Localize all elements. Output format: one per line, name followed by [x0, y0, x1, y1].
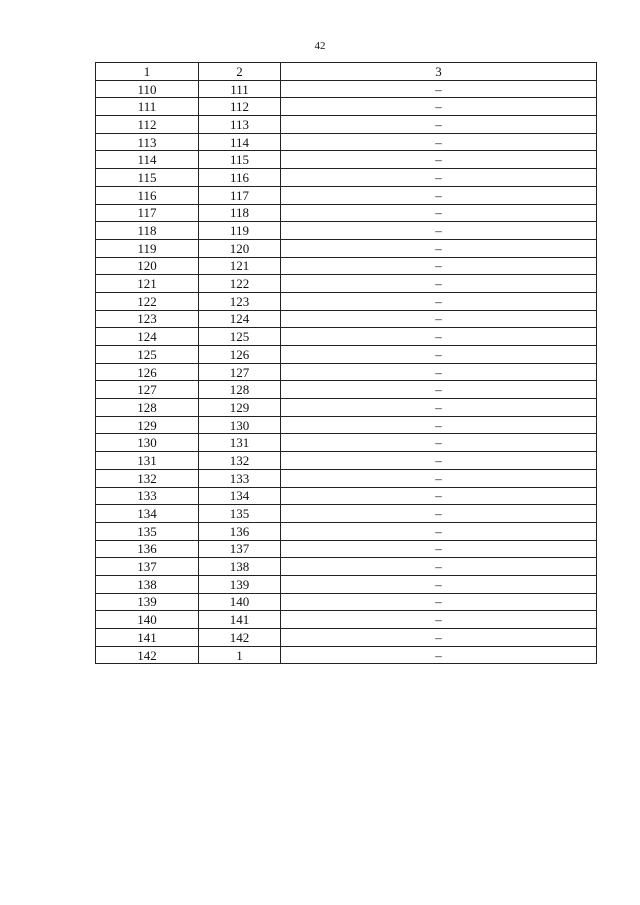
table-cell-col-2: 128	[199, 381, 281, 399]
table-row	[96, 487, 597, 505]
page-number: 42	[314, 40, 326, 52]
table-row	[96, 310, 597, 328]
table-cell-col-3: –	[281, 363, 597, 381]
table-cell-col-1: 138	[96, 575, 199, 593]
table-cell-col-1: 130	[96, 434, 199, 452]
table-row	[96, 434, 597, 452]
column-header-2: 2	[199, 63, 281, 81]
table-row	[96, 363, 597, 381]
table-row	[96, 275, 597, 293]
table-cell-col-2: 124	[199, 310, 281, 328]
table-row	[96, 98, 597, 116]
table-row	[96, 575, 597, 593]
table-cell-col-1: 123	[96, 310, 199, 328]
table-row	[96, 346, 597, 364]
table-cell-col-1: 110	[96, 80, 199, 98]
table-cell-col-1: 129	[96, 416, 199, 434]
table-cell-col-3: –	[281, 646, 597, 664]
table-cell-col-1: 111	[96, 98, 199, 116]
table-row	[96, 80, 597, 98]
table-cell-col-3: –	[281, 98, 597, 116]
table-row	[96, 540, 597, 558]
table-cell-col-1: 140	[96, 611, 199, 629]
table-cell-col-3: –	[281, 239, 597, 257]
table-row	[96, 399, 597, 417]
table-cell-col-1: 141	[96, 629, 199, 647]
table-cell-col-1: 119	[96, 239, 199, 257]
table-cell-col-2: 120	[199, 239, 281, 257]
table-cell-col-2: 116	[199, 169, 281, 187]
table-cell-col-2: 133	[199, 469, 281, 487]
table-row	[96, 646, 597, 664]
table-row	[96, 116, 597, 134]
table-cell-col-3: –	[281, 399, 597, 417]
table-cell-col-3: –	[281, 611, 597, 629]
table-cell-col-2: 113	[199, 116, 281, 134]
table-cell-col-2: 137	[199, 540, 281, 558]
table-cell-col-2: 139	[199, 575, 281, 593]
table-cell-col-2: 123	[199, 292, 281, 310]
table-cell-col-3: –	[281, 434, 597, 452]
table-cell-col-3: –	[281, 186, 597, 204]
table-cell-col-2: 129	[199, 399, 281, 417]
table-header-row	[96, 63, 597, 81]
table-cell-col-3: –	[281, 629, 597, 647]
table-cell-col-2: 112	[199, 98, 281, 116]
table-cell-col-3: –	[281, 80, 597, 98]
table-cell-col-2: 130	[199, 416, 281, 434]
table-cell-col-1: 142	[96, 646, 199, 664]
table-cell-col-3: –	[281, 133, 597, 151]
table-cell-col-2: 142	[199, 629, 281, 647]
table-cell-col-1: 139	[96, 593, 199, 611]
table-cell-col-2: 135	[199, 505, 281, 523]
table-cell-col-3: –	[281, 116, 597, 134]
table-cell-col-1: 124	[96, 328, 199, 346]
table-cell-col-2: 134	[199, 487, 281, 505]
table-cell-col-2: 127	[199, 363, 281, 381]
table-cell-col-1: 112	[96, 116, 199, 134]
table-cell-col-3: –	[281, 522, 597, 540]
table-cell-col-2: 111	[199, 80, 281, 98]
table-row	[96, 257, 597, 275]
table-cell-col-3: –	[281, 328, 597, 346]
table-cell-col-1: 113	[96, 133, 199, 151]
table-cell-col-3: –	[281, 222, 597, 240]
table-row	[96, 151, 597, 169]
table-cell-col-3: –	[281, 558, 597, 576]
table-cell-col-2: 126	[199, 346, 281, 364]
table-cell-col-1: 125	[96, 346, 199, 364]
table-cell-col-3: –	[281, 575, 597, 593]
table-row	[96, 222, 597, 240]
table-row	[96, 204, 597, 222]
table-cell-col-1: 114	[96, 151, 199, 169]
table-cell-col-2: 117	[199, 186, 281, 204]
table-cell-col-2: 136	[199, 522, 281, 540]
table-cell-col-2: 125	[199, 328, 281, 346]
table-row	[96, 416, 597, 434]
table-cell-col-1: 118	[96, 222, 199, 240]
table-row	[96, 593, 597, 611]
table-cell-col-2: 138	[199, 558, 281, 576]
table-row	[96, 522, 597, 540]
table-cell-col-2: 118	[199, 204, 281, 222]
table-cell-col-3: –	[281, 381, 597, 399]
table-row	[96, 505, 597, 523]
table-cell-col-3: –	[281, 310, 597, 328]
table-cell-col-2: 122	[199, 275, 281, 293]
table-cell-col-1: 127	[96, 381, 199, 399]
table-cell-col-1: 121	[96, 275, 199, 293]
table-row	[96, 169, 597, 187]
table-cell-col-3: –	[281, 257, 597, 275]
table-cell-col-1: 132	[96, 469, 199, 487]
table-cell-col-1: 131	[96, 452, 199, 470]
table-row	[96, 469, 597, 487]
column-header-1: 1	[96, 63, 199, 81]
table-cell-col-3: –	[281, 593, 597, 611]
table-cell-col-1: 115	[96, 169, 199, 187]
table-cell-col-3: –	[281, 416, 597, 434]
table-cell-col-3: –	[281, 292, 597, 310]
table-cell-col-2: 132	[199, 452, 281, 470]
data-table	[95, 62, 597, 664]
table-cell-col-3: –	[281, 540, 597, 558]
table-cell-col-3: –	[281, 151, 597, 169]
table-row	[96, 239, 597, 257]
table-cell-col-1: 134	[96, 505, 199, 523]
table-row	[96, 611, 597, 629]
table-row	[96, 133, 597, 151]
table-cell-col-2: 131	[199, 434, 281, 452]
table-cell-col-1: 137	[96, 558, 199, 576]
table-cell-col-3: –	[281, 487, 597, 505]
table-cell-col-1: 133	[96, 487, 199, 505]
table-cell-col-1: 128	[96, 399, 199, 417]
table-cell-col-1: 122	[96, 292, 199, 310]
table-row	[96, 381, 597, 399]
table-cell-col-3: –	[281, 169, 597, 187]
column-header-3: 3	[281, 63, 597, 81]
table-cell-col-3: –	[281, 469, 597, 487]
table-cell-col-3: –	[281, 275, 597, 293]
table-cell-col-2: 114	[199, 133, 281, 151]
table-cell-col-3: –	[281, 452, 597, 470]
table-row	[96, 328, 597, 346]
table-cell-col-1: 116	[96, 186, 199, 204]
table-cell-col-2: 115	[199, 151, 281, 169]
table-cell-col-3: –	[281, 204, 597, 222]
table-cell-col-1: 120	[96, 257, 199, 275]
table-row	[96, 558, 597, 576]
table-cell-col-1: 117	[96, 204, 199, 222]
table-cell-col-2: 141	[199, 611, 281, 629]
table-row	[96, 452, 597, 470]
table-cell-col-3: –	[281, 346, 597, 364]
table-row	[96, 186, 597, 204]
table-row	[96, 292, 597, 310]
table-cell-col-2: 119	[199, 222, 281, 240]
table-cell-col-2: 1	[199, 646, 281, 664]
table-cell-col-2: 121	[199, 257, 281, 275]
table-cell-col-2: 140	[199, 593, 281, 611]
table-cell-col-3: –	[281, 505, 597, 523]
table-body	[96, 80, 597, 664]
table-row	[96, 629, 597, 647]
table-cell-col-1: 136	[96, 540, 199, 558]
table-cell-col-1: 126	[96, 363, 199, 381]
table-cell-col-1: 135	[96, 522, 199, 540]
